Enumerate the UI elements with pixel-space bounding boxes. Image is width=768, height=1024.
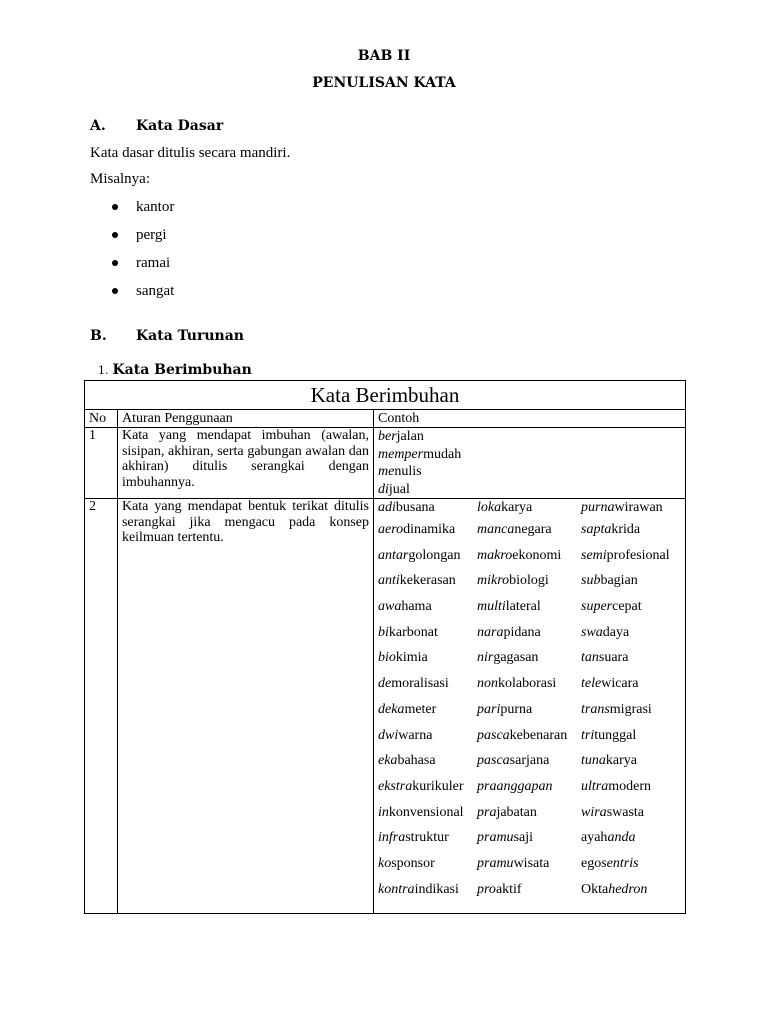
example-word: nirgagasan xyxy=(477,650,539,666)
example-word: tansuara xyxy=(581,650,629,666)
row-number: 1 xyxy=(85,428,118,499)
example-word: antikekerasan xyxy=(378,573,456,589)
example-word: infrastruktur xyxy=(378,830,449,846)
example-word: berjalan xyxy=(378,429,424,444)
table-row xyxy=(85,428,686,499)
example-word: bikarbonat xyxy=(378,624,438,640)
example-word: mikrobiologi xyxy=(477,573,549,589)
header-example: Contoh xyxy=(374,410,686,428)
list-item: kantor xyxy=(112,198,174,226)
example-word: multilateral xyxy=(477,599,541,615)
example-word: tunakarya xyxy=(581,753,637,769)
row-rule: Kata yang mendapat bentuk terikat ditulis serangkai jika mengacu pada konsep keilmuan tertentu. xyxy=(117,499,373,914)
example-word: adibusana xyxy=(378,500,435,515)
list-item: sangat xyxy=(112,282,174,310)
example-intro: Misalnya: xyxy=(90,171,150,187)
row-number: 2 xyxy=(85,499,118,914)
example-word: narapidana xyxy=(477,624,541,640)
example-word: pramusaji xyxy=(477,830,534,846)
row-examples xyxy=(374,428,686,499)
section-a-letter: A. xyxy=(90,118,106,134)
subsection-heading xyxy=(98,362,252,378)
example-word: telewicara xyxy=(581,676,639,692)
list-item: pergi xyxy=(112,226,174,254)
example-word: dijual xyxy=(378,481,410,497)
example-word: semiprofesional xyxy=(581,547,670,563)
example-word: pascasarjana xyxy=(477,753,550,769)
row-rule: Kata yang mendapat imbuhan (awalan, sisipan, akhiran, serta gabungan awalan dan akhiran) ditulis serangkai dengan imbuhannya. xyxy=(117,428,373,499)
example-word: inkonvensional xyxy=(378,804,464,820)
table-title: Kata Berimbuhan xyxy=(85,381,686,410)
example-word: lokakarya xyxy=(477,500,533,515)
example-word: proaktif xyxy=(477,881,522,897)
example-word: makroekonomi xyxy=(477,547,562,563)
section-b-letter: B. xyxy=(90,328,107,344)
table-header-row xyxy=(85,410,686,428)
chapter-title: PENULISAN KATA xyxy=(312,75,456,91)
example-word: antargolongan xyxy=(378,547,461,563)
example-word: kontraindikasi xyxy=(378,881,459,897)
header-rule: Aturan Penggunaan xyxy=(117,410,373,428)
example-word: aerodinamika xyxy=(378,522,456,537)
example-word: menulis xyxy=(378,464,422,479)
subsection-number: 1. xyxy=(98,364,109,377)
example-word: egosentris xyxy=(581,855,639,871)
affix-table xyxy=(84,380,686,914)
table-row xyxy=(85,499,686,914)
example-word: mempermudah xyxy=(378,446,462,462)
section-a-heading xyxy=(90,118,223,134)
example-word: nonkolaborasi xyxy=(477,676,557,692)
example-word: mancanegara xyxy=(477,522,552,537)
example-word: Oktahedron xyxy=(581,881,648,897)
example-word: praanggapan xyxy=(477,778,553,794)
example-word: pascakebenaran xyxy=(477,727,568,743)
example-word: ekstrakurikuler xyxy=(378,778,464,794)
example-word: prajabatan xyxy=(477,804,537,820)
example-word: pramuwisata xyxy=(477,855,550,871)
section-a-description: Kata dasar ditulis secara mandiri. xyxy=(90,145,291,161)
example-word: tritunggal xyxy=(581,727,637,743)
example-word: purnawirawan xyxy=(581,500,663,515)
section-a-title: Kata Dasar xyxy=(136,118,224,134)
example-word: wiraswasta xyxy=(581,804,645,820)
chapter-label: BAB II xyxy=(357,48,411,64)
example-word: subbagian xyxy=(581,573,638,589)
subsection-title: Kata Berimbuhan xyxy=(112,362,252,378)
section-b-title: Kata Turunan xyxy=(136,328,244,344)
section-b-heading xyxy=(90,328,244,344)
example-word: kosponsor xyxy=(378,855,435,871)
example-word: ekabahasa xyxy=(378,753,436,769)
example-word: demoralisasi xyxy=(378,676,449,692)
example-word: swadaya xyxy=(581,624,630,640)
example-word: ultramodern xyxy=(581,778,651,794)
example-grid xyxy=(378,500,681,907)
example-list xyxy=(112,198,174,310)
example-word: supercepat xyxy=(581,599,642,615)
header-no: No xyxy=(85,410,118,428)
example-word: dekameter xyxy=(378,701,437,717)
example-word: saptakrida xyxy=(581,522,641,537)
row-examples xyxy=(374,499,686,914)
example-word: paripurna xyxy=(477,701,533,717)
example-word: ayahanda xyxy=(581,830,636,846)
example-word: biokimia xyxy=(378,650,428,666)
list-item: ramai xyxy=(112,254,174,282)
example-word: awahama xyxy=(378,599,432,615)
example-word: transmigrasi xyxy=(581,701,652,717)
example-word: dwiwarna xyxy=(378,727,433,743)
